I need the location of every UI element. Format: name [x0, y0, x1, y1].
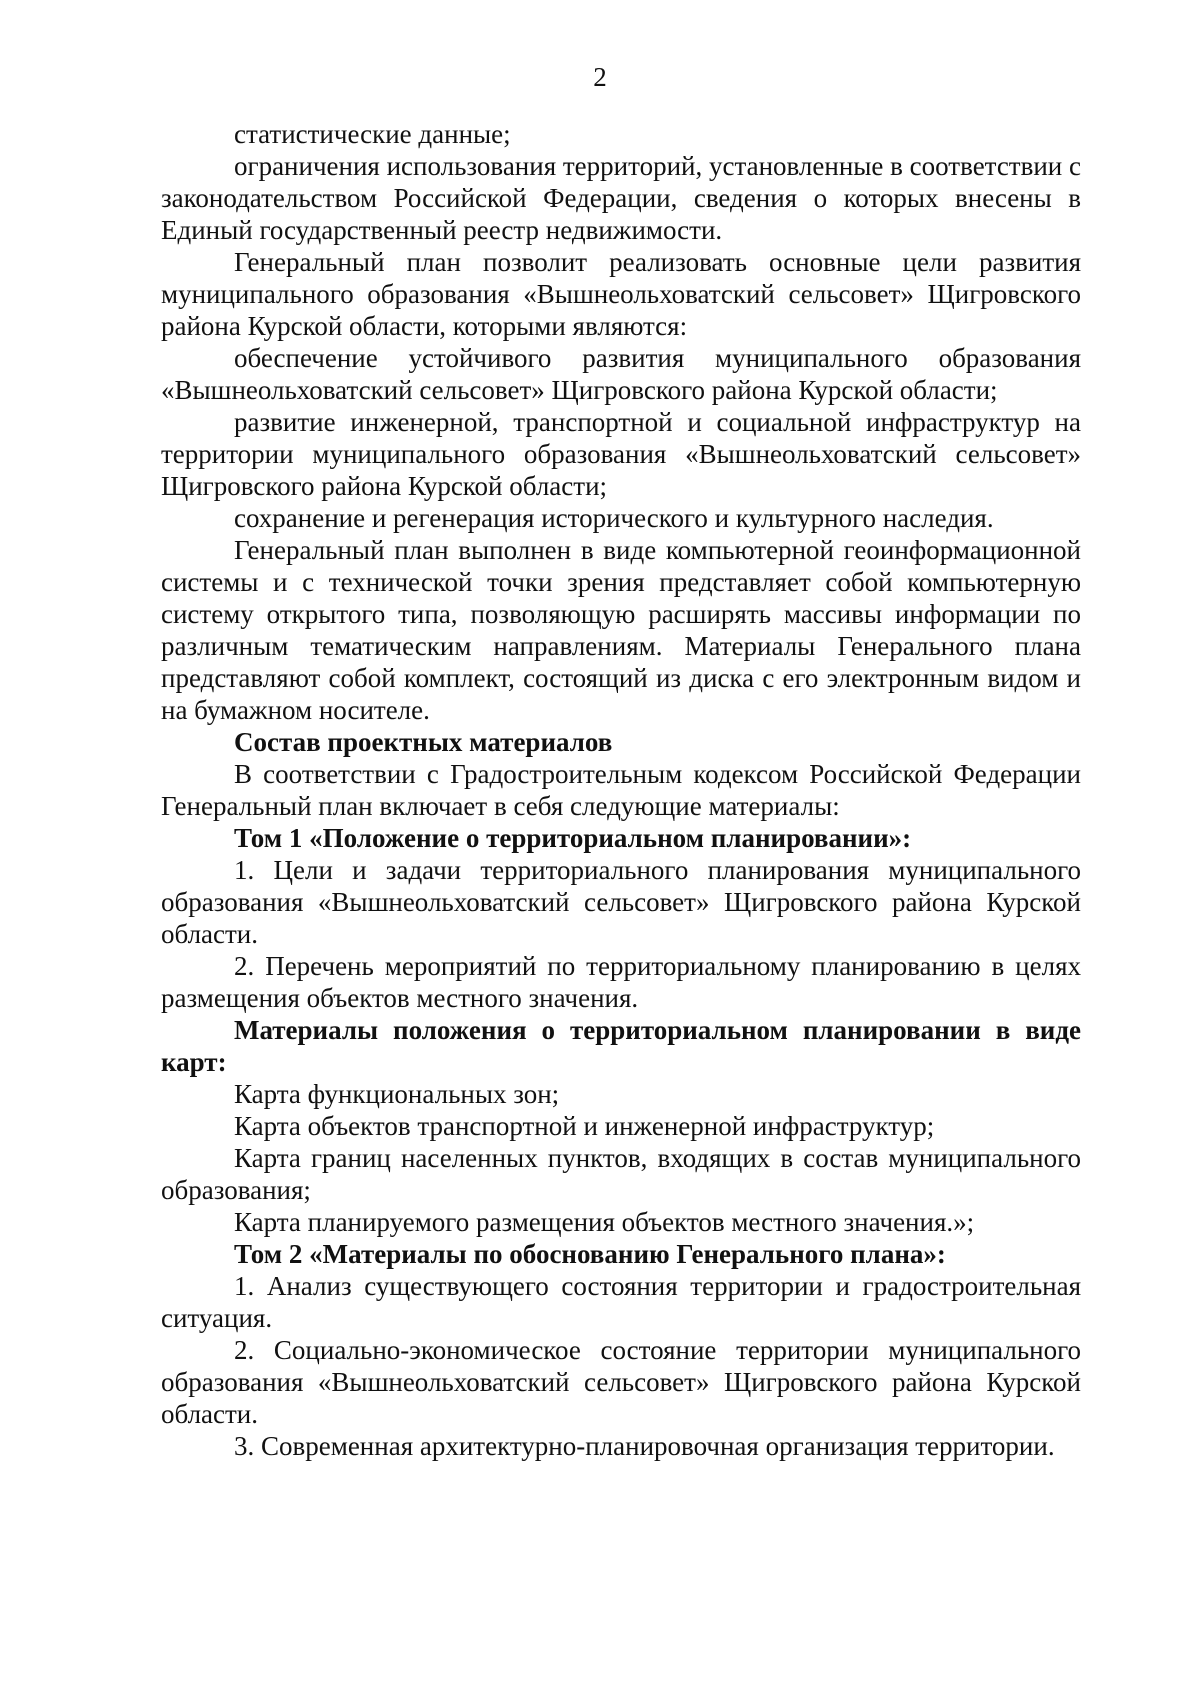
list-item-v1-1: 1. Цели и задачи территориального планирования муниципального образования «Вышнеольховатский сельсовет» Щигровского района Курской области.	[161, 855, 1081, 949]
paragraph-statistics: статистические данные;	[234, 119, 511, 149]
map-item-settlement-borders: Карта границ населенных пунктов, входящих в состав муниципального образования;	[161, 1143, 1081, 1205]
document-body	[161, 118, 1081, 1462]
paragraph-code-materials: В соответствии с Градостроительным кодексом Российской Федерации Генеральный план включает в себя следующие материалы:	[161, 759, 1081, 821]
map-item-local-objects: Карта планируемого размещения объектов местного значения.»;	[234, 1207, 975, 1237]
paragraph-heritage: сохранение и регенерация исторического и культурного наследия.	[234, 503, 994, 533]
paragraph-infrastructure-development: развитие инженерной, транспортной и социальной инфраструктур на территории муниципального образования «Вышнеольховатский сельсовет» Щигровского района Курской области;	[161, 407, 1081, 501]
heading-volume-1: Том 1 «Положение о территориальном планировании»:	[234, 823, 912, 853]
list-item-v2-3: 3. Современная архитектурно-планировочная организация территории.	[234, 1431, 1055, 1461]
paragraph-gis-system: Генеральный план выполнен в виде компьютерной геоинформационной системы и с технической точки зрения представляет собой компьютерную систему открытого типа, позволяющую расширять массивы информации по различным тематическим направлениям. Материалы Генерального плана представляют собой комплект, состоящий из диска с его электронным видом и на бумажном носителе.	[161, 535, 1081, 725]
map-item-functional-zones: Карта функциональных зон;	[234, 1079, 560, 1109]
page-number: 2	[593, 62, 607, 92]
paragraph-sustainable-development: обеспечение устойчивого развития муниципального образования «Вышнеольховатский сельсовет» Щигровского района Курской области;	[161, 343, 1081, 405]
paragraph-usage-restrictions: ограничения использования территорий, установленные в соответствии с законодательством Российской Федерации, сведения о которых внесены в Единый государственный реестр недвижимости.	[161, 151, 1081, 245]
paragraph-plan-goals: Генеральный план позволит реализовать основные цели развития муниципального образования «Вышнеольховатский сельсовет» Щигровского района Курской области, которыми являются:	[161, 247, 1081, 341]
heading-volume-2: Том 2 «Материалы по обоснованию Генерального плана»:	[234, 1239, 946, 1269]
list-item-v2-2: 2. Социально-экономическое состояние территории муниципального образования «Вышнеольховатский сельсовет» Щигровского района Курской области.	[161, 1335, 1081, 1429]
map-item-transport-infrastructure: Карта объектов транспортной и инженерной инфраструктур;	[234, 1111, 935, 1141]
heading-project-materials: Состав проектных материалов	[234, 727, 613, 757]
list-item-v2-1: 1. Анализ существующего состояния территории и градостроительная ситуация.	[161, 1271, 1081, 1333]
heading-maps: Материалы положения о территориальном планировании в виде карт:	[161, 1015, 1081, 1077]
list-item-v1-2: 2. Перечень мероприятий по территориальному планированию в целях размещения объектов местного значения.	[161, 951, 1081, 1013]
